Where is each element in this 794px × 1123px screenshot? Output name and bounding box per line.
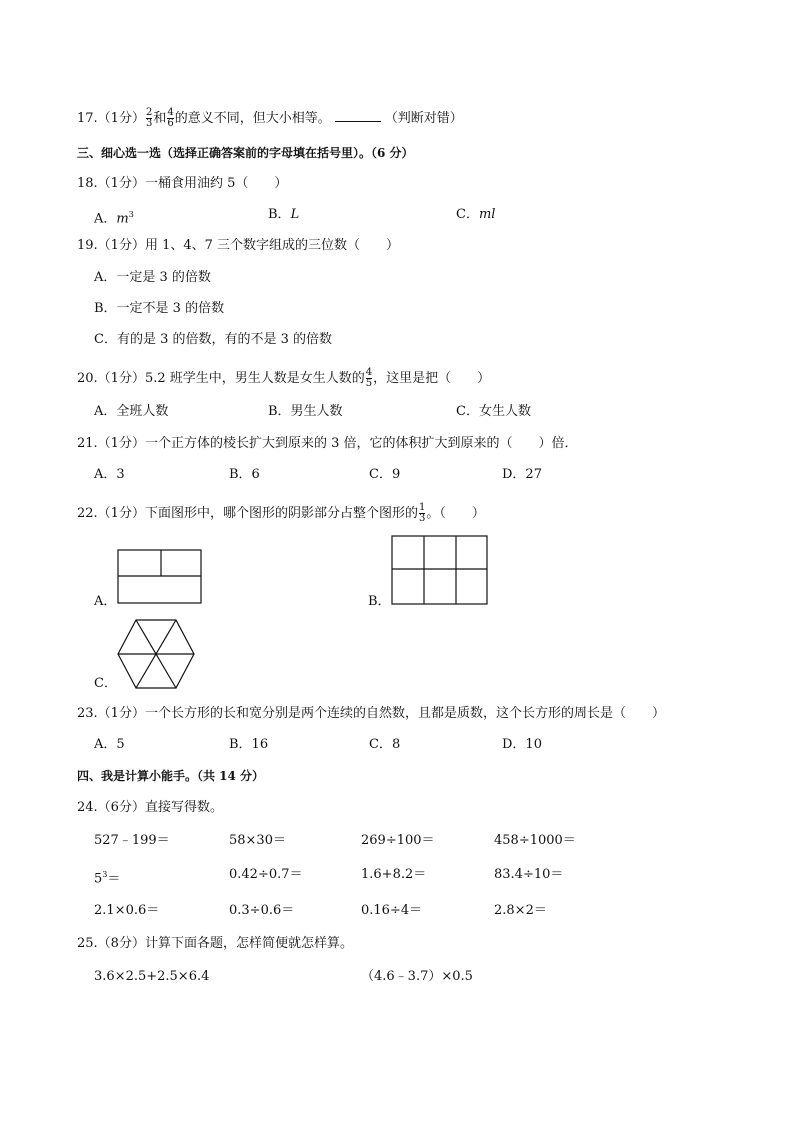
q20-option-b[interactable]: B．男生人数: [268, 404, 343, 419]
q18-option-a[interactable]: A．$m^3$: [94, 210, 134, 227]
section-4-title: 四、我是计算小能手。（共 14 分）: [77, 769, 265, 783]
q19-option-b[interactable]: B．一定不是 3 的倍数: [94, 301, 225, 316]
q18-option-b[interactable]: B．L: [268, 207, 300, 222]
fraction-1-3: $\frac{1}{3}$: [418, 502, 426, 524]
q22-option-c-label[interactable]: C．: [94, 676, 117, 691]
q22-option-b-label[interactable]: B．: [368, 594, 391, 609]
question-20: 20.（1分）5.2 班学生中，男生人数是女生人数的 $\frac{4}{5}$ ，这里是把（ ）: [77, 367, 491, 389]
fraction-2-3: $\frac{2}{3}$: [145, 107, 153, 129]
calc-item: 58×30＝: [229, 833, 286, 848]
answer-blank[interactable]: [335, 109, 381, 122]
q18-option-c[interactable]: C．ml: [456, 207, 496, 222]
calc-item: $5^3=$: [94, 870, 121, 887]
section-3-title: 三、细心选一选（选择正确答案前的字母填在括号里）。（6 分）: [77, 146, 414, 160]
expression-2: （4.6﹣3.7）×0.5: [361, 969, 473, 984]
calc-item: 2.1×0.6＝: [94, 903, 160, 918]
question-25: 25.（8分）计算下面各题，怎样简便就怎样算。: [77, 936, 353, 951]
q22-option-a-label[interactable]: A．: [94, 594, 117, 609]
calc-item: 2.8×2＝: [494, 903, 547, 918]
question-18: 18.（1分）一桶食用油约 5（ ）: [77, 176, 288, 191]
question-19: 19.（1分）用 1、4、7 三个数字组成的三位数（ ）: [77, 238, 400, 253]
q21-option-d[interactable]: D．27: [502, 467, 542, 482]
fraction-4-5: $\frac{4}{5}$: [365, 367, 373, 389]
q17-text: 的意义不同，但大小相等。: [174, 111, 331, 126]
q21-option-c[interactable]: C．9: [369, 467, 401, 482]
question-21: 21.（1分）一个正方体的棱长扩大到原来的 3 倍，它的体积扩大到原来的（ ）倍．: [77, 436, 578, 451]
calc-item: 0.16÷4＝: [361, 903, 423, 918]
question-17: [77, 108, 463, 129]
q20-option-c[interactable]: C．女生人数: [456, 404, 531, 419]
calc-item: 83.4÷10＝: [494, 867, 564, 882]
calc-item: 527﹣199＝: [94, 833, 170, 848]
q17-judge: （判断对错）: [384, 111, 463, 126]
expression-1: 3.6×2.5+2.5×6.4: [94, 969, 210, 984]
q23-option-a[interactable]: A．5: [94, 737, 125, 752]
figure-c-hexagon: [116, 618, 196, 690]
q23-option-c[interactable]: C．8: [369, 737, 401, 752]
question-22: 22.（1分）下面图形中，哪个图形的阴影部分占整个图形的 $\frac{1}{3}$ 。（ ）: [77, 502, 485, 524]
q19-option-a[interactable]: A．一定是 3 的倍数: [94, 270, 211, 285]
figure-b-grid: [391, 535, 489, 606]
q17-and: 和: [153, 111, 167, 126]
q17-prefix: 17.（1分）: [77, 111, 145, 126]
q23-option-b[interactable]: B．16: [229, 737, 269, 752]
q21-option-b[interactable]: B．6: [229, 467, 260, 482]
q20-option-a[interactable]: A．全班人数: [94, 404, 169, 419]
q21-option-a[interactable]: A．3: [94, 467, 125, 482]
q19-option-c[interactable]: C．有的是 3 的倍数，有的不是 3 的倍数: [94, 332, 333, 347]
q23-option-d[interactable]: D．10: [502, 737, 542, 752]
calc-item: 1.6+8.2＝: [361, 867, 427, 882]
question-24: 24.（6分）直接写得数。: [77, 800, 223, 815]
calc-item: 0.42÷0.7＝: [229, 867, 303, 882]
calc-item: 0.3÷0.6＝: [229, 903, 295, 918]
question-23: 23.（1分）一个长方形的长和宽分别是两个连续的自然数，且都是质数，这个长方形的周长是（ ）: [77, 706, 665, 721]
figure-a-rectangle: [117, 549, 203, 605]
fraction-4-6: $\frac{4}{6}$: [167, 107, 174, 129]
calc-item: 269÷100＝: [361, 833, 435, 848]
calc-item: 458÷1000＝: [494, 833, 576, 848]
